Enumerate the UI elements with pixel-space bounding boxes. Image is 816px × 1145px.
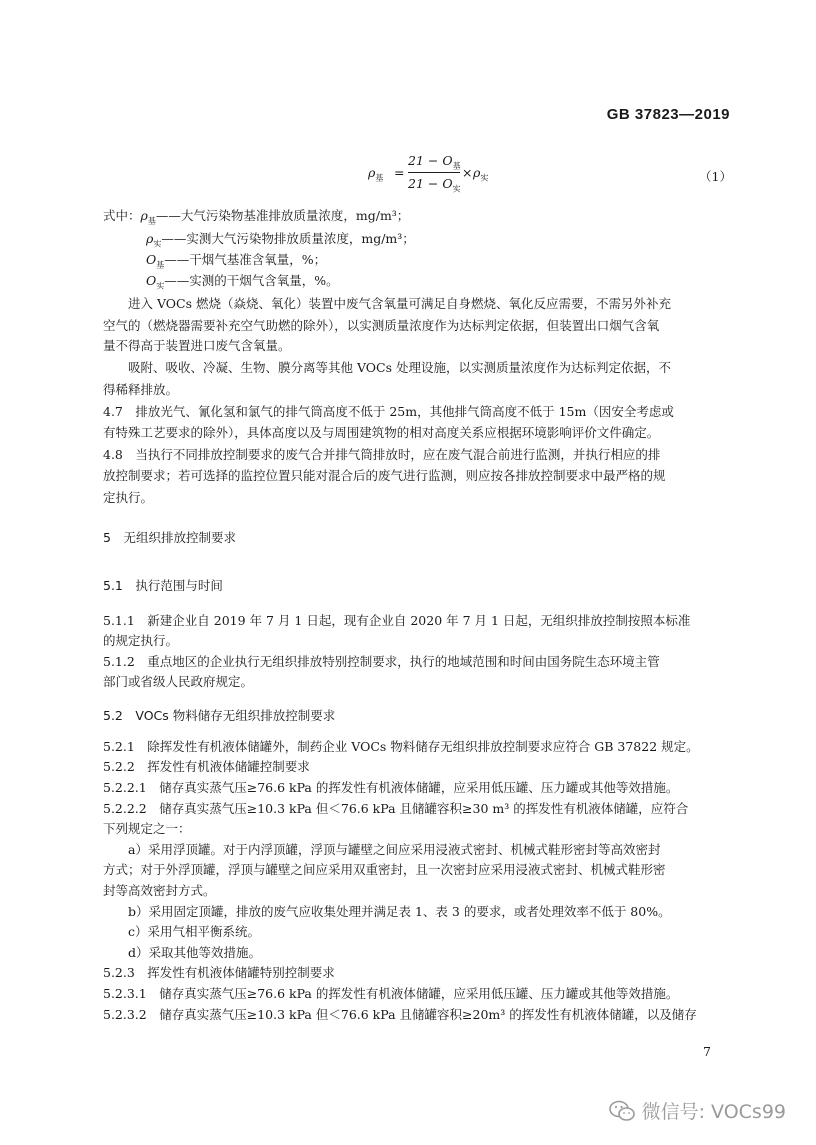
- section-heading: 5.1 执行范围与时间: [103, 578, 223, 593]
- body-line: d）采取其他等效措施。: [103, 945, 262, 960]
- body-line: 封等高效密封方式。: [103, 883, 216, 898]
- body-line: 5.2.2.1 储存真实蒸气压≥76.6 kPa 的挥发性有机液体储罐，应采用低压罐、压力罐或其他等效措施。: [103, 780, 679, 795]
- where-symbol: $\rho_基$: [140, 208, 156, 226]
- paragraph-line: 量不得高于装置进口废气含氧量。: [103, 338, 291, 353]
- body-line: 5.2.3.1 储存真实蒸气压≥76.6 kPa 的挥发性有机液体储罐，应采用低压罐、压力罐或其他等效措施。: [103, 986, 679, 1001]
- formula-denominator: $21 - O_实$: [408, 176, 461, 194]
- body-line: 下列规定之一：: [103, 821, 191, 836]
- where-symbol: $O_基$: [146, 252, 165, 270]
- body-line: c）采用气相平衡系统。: [103, 924, 261, 939]
- body-line: 部门或省级人民政府规定。: [103, 674, 254, 689]
- formula-equals: =: [394, 165, 405, 180]
- paragraph-line: 有特殊工艺要求的除外），具体高度以及与周围建筑物的相对高度关系应根据环境影响评价文件确定。: [103, 425, 660, 440]
- paragraph-line: 定执行。: [103, 490, 154, 505]
- paragraph-line: 进入 VOCs 燃烧（焱烧、氧化）装置中废气含氧量可满足自身燃烧、氧化反应需要，不需另外补充: [103, 296, 671, 311]
- paragraph-line: 吸附、吸收、冷凝、生物、膜分离等其他 VOCs 处理设施，以实测质量浓度作为达标判定依据，不: [103, 360, 671, 375]
- paragraph-line: 空气的（燃烧器需要补充空气助燃的除外），以实测质量浓度作为达标判定依据，但装置出口烟气含氧: [103, 318, 660, 333]
- where-symbol: $\rho_实$: [146, 231, 162, 249]
- section-heading: 5 无组织排放控制要求: [103, 530, 236, 545]
- body-line: 方式；对于外浮顶罐，浮顶与罐壁之间应采用双重密封，且一次密封应采用浸液式密封、机械式鞋形密: [103, 862, 666, 877]
- paragraph-line: 4.7 排放光气、氰化氢和氯气的排气筒高度不低于 25m，其他排气筒高度不低于 15m（因安全考虑或: [103, 404, 674, 419]
- paragraph-line: 放控制要求；若可选择的监控位置只能对混合后的废气进行监测，则应按各排放控制要求中最严格的规: [103, 468, 666, 483]
- body-line: 5.1.1 新建企业自 2019 年 7 月 1 日起，现有企业自 2020 年 7 月 1 日起，无组织排放控制按照本标准: [103, 613, 691, 628]
- where-desc: ——干烟气基准含氧量，%；: [164, 252, 327, 267]
- page-number: 7: [703, 1044, 711, 1059]
- body-line: 5.2.1 除挥发性有机液体储罐外，制药企业 VOCs 物料储存无组织排放控制要求应符合 GB 37822 规定。: [103, 739, 699, 754]
- watermark-text: 微信号: VOCs99: [641, 1101, 786, 1123]
- equation-number: （1）: [699, 169, 732, 184]
- watermark: [608, 1097, 786, 1124]
- body-line: 5.2.2.2 储存真实蒸气压≥10.3 kPa 但＜76.6 kPa 且储罐容积≥30 m³ 的挥发性有机液体储罐，应符合: [103, 801, 689, 816]
- body-line: 5.1.2 重点地区的企业执行无组织排放特别控制要求，执行的地域范围和时间由国务院生态环境主管: [103, 654, 660, 669]
- body-line: a）采用浮顶罐。对于内浮顶罐，浮顶与罐壁之间应采用浸液式密封、机械式鞋形密封等高效密封: [103, 842, 661, 857]
- where-item: [103, 206, 409, 232]
- where-prefix: 式中：: [103, 208, 141, 223]
- body-line: 5.2.3 挥发性有机液体储罐特别控制要求: [103, 965, 335, 980]
- fraction-bar: [408, 172, 460, 173]
- standard-number: GB 37823—2019: [606, 106, 730, 123]
- body-line: 5.2.3.2 储存真实蒸气压≥10.3 kPa 但＜76.6 kPa 且储罐容积≥20m³ 的挥发性有机液体储罐，以及储存: [103, 1007, 697, 1022]
- formula-lhs: $\rho_基$: [368, 165, 384, 183]
- where-item: [146, 271, 339, 297]
- paragraph-line: 4.8 当执行不同排放控制要求的废气合并排气筒排放时，应在废气混合前进行监测，并执行相应的排: [103, 447, 661, 462]
- body-line: b）采用固定顶罐，排放的废气应收集处理并满足表 1、表 3 的要求，或者处理效率不低于 80%。: [103, 904, 671, 919]
- body-line: 5.2.2 挥发性有机液体储罐控制要求: [103, 759, 310, 774]
- body-line: 的规定执行。: [103, 633, 179, 648]
- section-heading: 5.2 VOCs 物料储存无组织排放控制要求: [103, 708, 336, 723]
- formula-numerator: $21 - O_基$: [408, 153, 461, 171]
- where-desc: ——实测的干烟气含氧量，%。: [164, 273, 339, 288]
- where-symbol: $O_实$: [146, 273, 165, 291]
- formula-times: ×: [462, 165, 473, 180]
- wechat-icon: [608, 1099, 636, 1123]
- paragraph-line: 得稀释排放。: [103, 382, 179, 397]
- where-desc: ——大气污染物基准排放质量浓度，mg/m³；: [155, 208, 410, 223]
- formula-rhs: $\rho_实$: [473, 165, 489, 183]
- where-desc: ——实测大气污染物排放质量浓度，mg/m³；: [161, 231, 415, 246]
